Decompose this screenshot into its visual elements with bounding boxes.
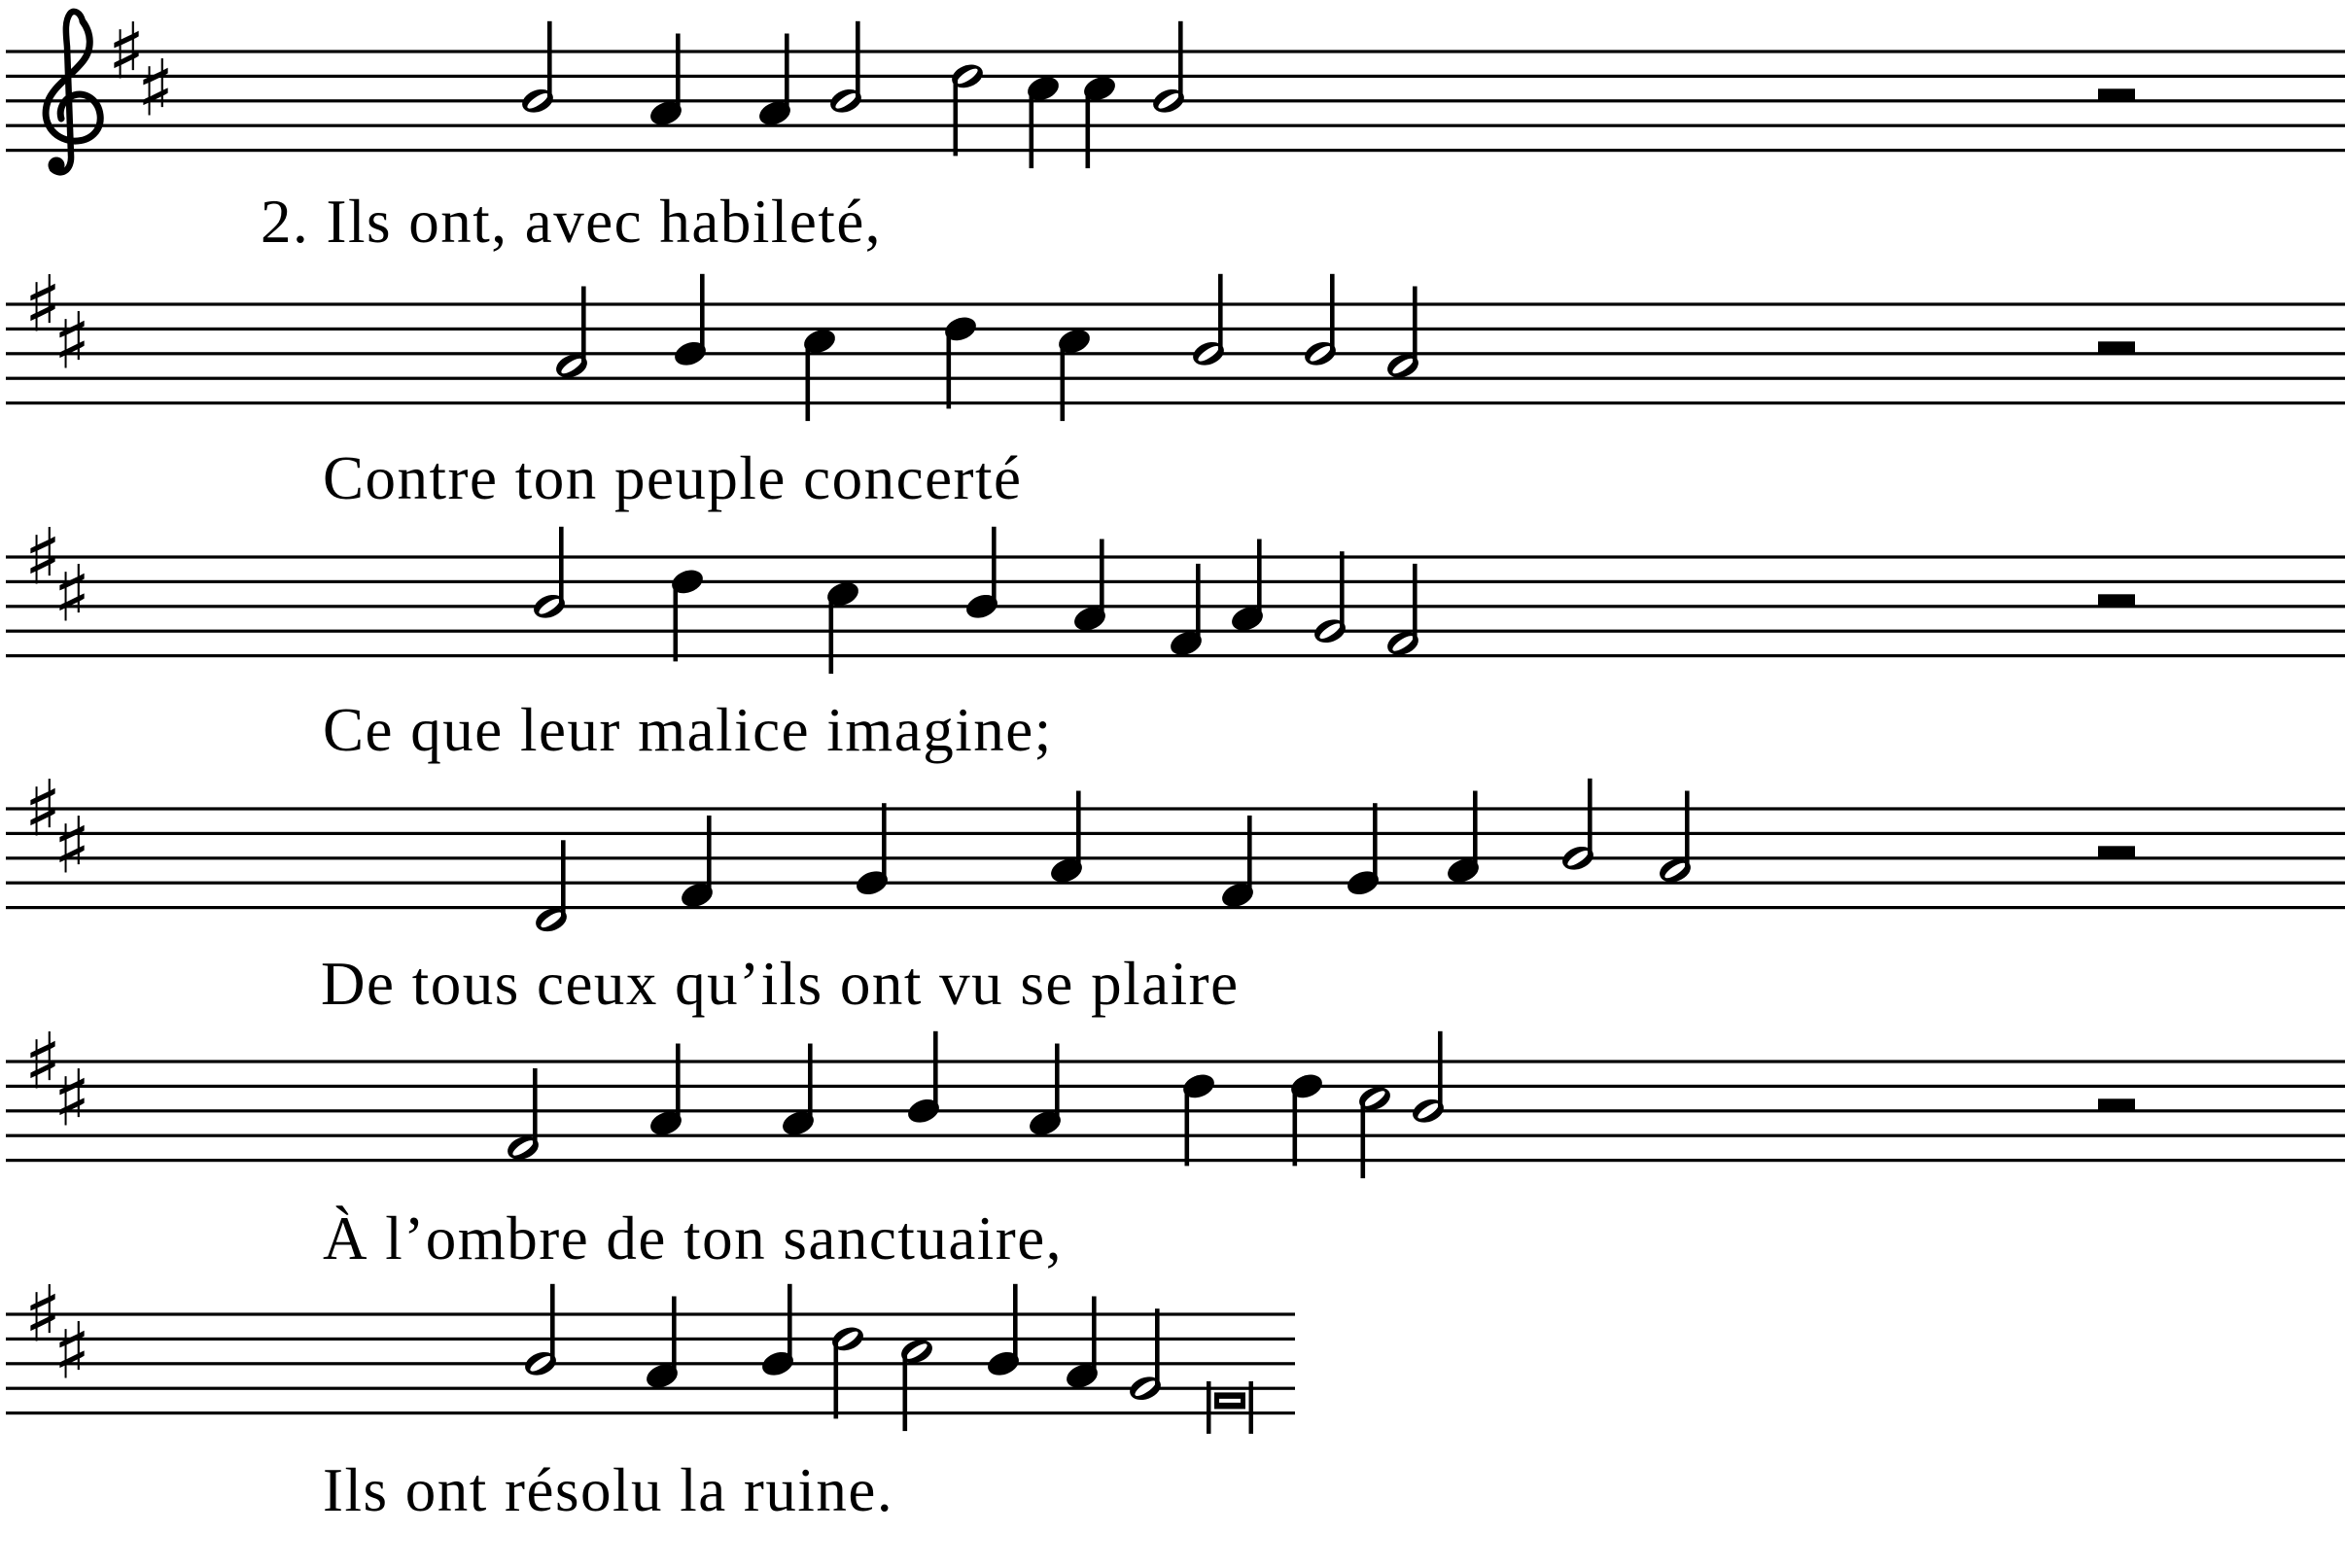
note-a4-quarter — [1027, 1044, 1065, 1139]
note-b4-quarter — [963, 527, 1001, 622]
sharp-icon: ♯ — [23, 1269, 62, 1360]
note-a4-quarter — [1064, 1297, 1102, 1392]
note-c#5-quarter — [1081, 73, 1119, 168]
staff-line — [6, 832, 2345, 835]
note-stem — [788, 1284, 792, 1366]
note-stem — [1092, 1297, 1097, 1378]
note-stem — [1413, 564, 1418, 645]
note-g4-half — [1312, 551, 1349, 646]
note-stem — [1373, 803, 1378, 885]
staff-line — [6, 50, 2345, 52]
lyric-line-3: Ce que leur malice imagine; — [323, 696, 1053, 764]
note-stem — [676, 1044, 681, 1126]
note-stem — [700, 274, 705, 356]
note-stem — [581, 287, 586, 368]
half-rest — [2098, 846, 2135, 858]
note-stem — [1076, 791, 1081, 873]
staff-line — [6, 630, 2345, 633]
note-stem — [1100, 540, 1104, 621]
staff-line — [6, 882, 2345, 885]
note-stem — [856, 21, 860, 103]
staff-system-4 — [6, 764, 2345, 936]
note-b4-quarter — [759, 1284, 797, 1379]
lyric-line-4: De tous ceux qu’ils ont vu se plaire — [321, 950, 1240, 1018]
note-f#4-half — [505, 1068, 542, 1164]
staff-line — [6, 1362, 1295, 1365]
note-stem — [1055, 1044, 1060, 1126]
note-stem — [829, 592, 834, 674]
note-stem — [1340, 551, 1345, 633]
note-c#5-half — [898, 1336, 936, 1431]
note-stem — [1473, 791, 1478, 873]
staff-system-5 — [6, 1017, 2345, 1179]
note-stem — [707, 816, 712, 897]
note-stem — [1293, 1084, 1298, 1166]
note-a4-quarter — [648, 1044, 685, 1139]
note-g4-quarter — [854, 803, 892, 898]
staff-line — [6, 1159, 2345, 1162]
note-b4-half — [1190, 274, 1228, 369]
note-stem — [1257, 540, 1262, 621]
sharp-icon: ♯ — [52, 548, 91, 640]
sharp-icon: ♯ — [52, 296, 91, 387]
sharp-icon: ♯ — [136, 43, 175, 134]
note-stem — [1178, 21, 1183, 103]
note-d4-half — [533, 840, 571, 935]
note-c#5-quarter — [1025, 73, 1063, 168]
sharp-icon: ♯ — [107, 6, 146, 97]
note-f#4-quarter — [1168, 564, 1206, 659]
note-stem — [1438, 1031, 1443, 1113]
staff-line — [6, 555, 2345, 558]
lyric-line-6: Ils ont résolu la ruine. — [323, 1456, 894, 1524]
staff-line — [6, 1312, 1295, 1315]
note-stem — [1185, 1084, 1190, 1166]
half-rest — [2098, 341, 2135, 354]
staff-line — [6, 1060, 2345, 1063]
note-a4-half — [1384, 287, 1422, 382]
staff-line — [6, 124, 2345, 127]
note-b4-half — [1150, 21, 1188, 117]
note-a4-half — [1657, 791, 1695, 887]
note-a4-quarter — [1445, 791, 1483, 887]
staff-line — [6, 1338, 1295, 1341]
note-stem — [1247, 816, 1252, 897]
note-stem — [1413, 287, 1418, 368]
staff-line — [6, 580, 2345, 583]
note-stem — [834, 1337, 839, 1418]
note-stem — [533, 1068, 538, 1150]
note-stem — [1588, 779, 1592, 860]
note-a4-quarter — [780, 1044, 818, 1139]
note-c#5-quarter — [1056, 326, 1094, 421]
note-d5-quarter — [669, 566, 707, 661]
note-stem — [550, 1284, 555, 1366]
staff-line — [6, 377, 2345, 380]
note-b4-half — [1302, 274, 1340, 369]
lyric-line-5: À l’ombre de ton sanctuaire, — [323, 1204, 1063, 1272]
note-stem — [1155, 1308, 1160, 1390]
note-a4-quarter — [756, 34, 794, 129]
note-stem — [1013, 1284, 1018, 1366]
note-a4-quarter — [648, 34, 685, 129]
staff-line — [6, 1134, 2345, 1137]
note-a4-quarter — [1048, 791, 1086, 887]
note-f#4-quarter — [679, 816, 717, 911]
note-stem — [676, 34, 681, 116]
staff-line — [6, 75, 2345, 78]
note-d5-quarter — [942, 313, 980, 408]
note-stem — [1086, 87, 1091, 168]
note-stem — [674, 579, 679, 661]
note-c#5-half — [1356, 1083, 1394, 1178]
sharp-icon: ♯ — [23, 259, 62, 350]
staff-line — [6, 1411, 1295, 1414]
note-b4-half — [1559, 779, 1597, 874]
staff-line — [6, 906, 2345, 909]
note-stem — [1218, 274, 1223, 356]
note-stem — [785, 34, 789, 116]
note-c#5-quarter — [824, 578, 862, 674]
note-a4-half — [553, 287, 591, 382]
staff-line — [6, 856, 2345, 859]
lyric-line-1: 2. Ils ont, avec habileté, — [261, 188, 883, 256]
sharp-icon: ♯ — [52, 1306, 91, 1397]
sharp-icon: ♯ — [23, 511, 62, 603]
sharp-icon: ♯ — [23, 1016, 62, 1107]
note-stem — [882, 803, 887, 885]
staff-line — [6, 1387, 1295, 1390]
sharp-icon: ♯ — [52, 1053, 91, 1144]
note-b4-half — [827, 21, 865, 117]
note-a4-quarter — [1229, 540, 1267, 635]
note-b4-quarter — [905, 1031, 943, 1127]
note-d5-half — [829, 1323, 867, 1418]
note-stem — [1330, 274, 1335, 356]
note-b4-quarter — [672, 274, 710, 369]
note-stem — [806, 339, 811, 421]
half-rest — [2098, 594, 2135, 607]
note-b4-half — [519, 21, 557, 117]
note-d5-half — [949, 60, 987, 156]
note-a4-quarter — [644, 1297, 682, 1392]
staff-line — [6, 302, 2345, 305]
note-stem — [559, 527, 564, 609]
note-b4-quarter — [985, 1284, 1023, 1379]
sharp-icon: ♯ — [23, 763, 62, 854]
staff-line — [6, 1109, 2345, 1112]
staff-system-3 — [6, 512, 2345, 675]
note-stem — [1196, 564, 1201, 645]
lyric-line-2: Contre ton peuple concerté — [323, 444, 1023, 512]
note-stem — [672, 1297, 677, 1378]
staff-line — [6, 149, 2345, 152]
note-stem — [933, 1031, 938, 1113]
staff-line — [6, 328, 2345, 331]
note-stem — [954, 74, 959, 156]
note-b4-half — [522, 1284, 560, 1379]
note-a4-quarter — [1071, 540, 1109, 635]
note-stem — [808, 1044, 813, 1126]
sharp-icon: ♯ — [52, 800, 91, 891]
staff-line — [6, 401, 2345, 404]
note-stem — [561, 840, 566, 922]
note-stem — [992, 527, 997, 609]
note-stem — [1685, 791, 1690, 873]
note-d5-quarter — [1180, 1070, 1218, 1166]
note-g4-quarter — [1345, 803, 1382, 898]
staff-line — [6, 352, 2345, 355]
note-g4-half — [1127, 1308, 1165, 1404]
note-b4-half — [1410, 1031, 1448, 1127]
half-rest — [2098, 88, 2135, 101]
staff-line — [6, 605, 2345, 608]
staff-system-1 — [6, 7, 2345, 174]
staff-line — [6, 1085, 2345, 1088]
note-stem — [1061, 339, 1066, 421]
note-stem — [903, 1349, 908, 1431]
staff-system-2 — [6, 260, 2345, 422]
note-b4-half — [531, 527, 569, 622]
note-d5-quarter — [1288, 1070, 1326, 1166]
note-stem — [547, 21, 552, 103]
note-stem — [947, 327, 952, 408]
staff-line — [6, 654, 2345, 657]
note-f#4-half — [1384, 564, 1422, 659]
note-f#4-quarter — [1219, 816, 1257, 911]
note-stem — [1030, 87, 1034, 168]
note-stem — [1361, 1097, 1366, 1178]
staff-system-6 — [6, 1270, 1295, 1434]
note-c#5-quarter — [801, 326, 839, 421]
staff-line — [6, 807, 2345, 810]
half-rest — [2098, 1098, 2135, 1111]
